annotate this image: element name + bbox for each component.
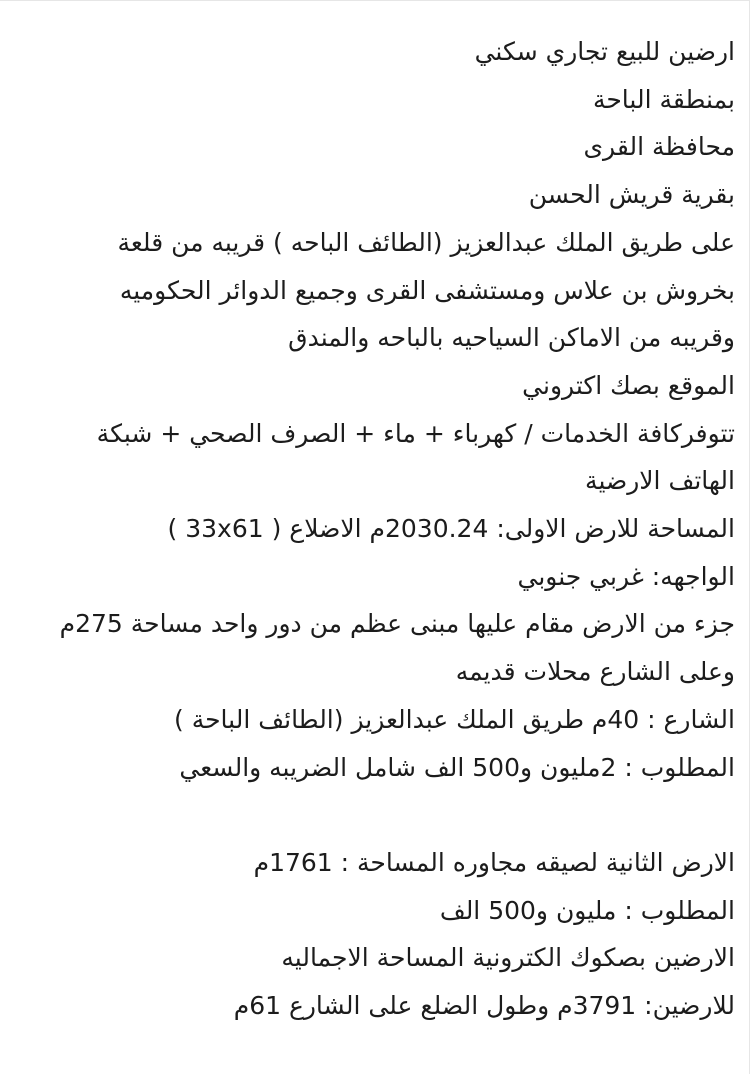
listing-title: ارضين للبيع تجاري سكني (474, 37, 735, 66)
text-line-region: بمنطقة الباحة (592, 84, 735, 114)
text-line-governorate: محافظة القرى (583, 132, 735, 162)
text-line-landmarks: بخروش بن علاس ومستشفى القرى وجميع الدوائر الحكوميه (119, 275, 735, 305)
text-line-total-area: للارضين: 3791م وطول الضلع على الشارع 61م (233, 991, 735, 1021)
text-line-facade: الواجهه: غربي جنوبي (517, 561, 735, 591)
text-line-price-second: المطلوب : مليون و500 الف (439, 895, 735, 925)
text-line-services-cont: الهاتف الارضية (585, 466, 735, 496)
text-line-price-first: المطلوب : 2مليون و500 الف شامل الضريبه والسعي (179, 752, 735, 782)
text-line-building: جزء من الارض مقام عليها مبنى عظم من دور واحد مساحة 275م (59, 609, 735, 639)
text-line-road: على طريق الملك عبدالعزيز (الطائف الباحه ) قريبه من قلعة (117, 227, 735, 257)
text-line-total-deeds: الارضين بصكوك الكترونية المساحة الاجماليه (281, 943, 735, 973)
blank-line (5, 791, 735, 839)
text-line-tourism: وقريبه من الاماكن السياحيه بالباحه والمندق (288, 323, 735, 353)
text-line-street: الشارع : 40م طريق الملك عبدالعزيز (الطائف الباحة ) (174, 704, 735, 734)
text-line-deed: الموقع بصك اكتروني (522, 370, 735, 400)
text-line-first-area: المساحة للارض الاولى: 2030.24م الاضلاع ( 33x61 ) (167, 514, 735, 544)
listing-text (5, 28, 735, 1030)
text-line-services: تتوفركافة الخدمات / كهرباء + ماء + الصرف الصحي + شبكة (96, 418, 735, 448)
text-line-shops: وعلى الشارع محلات قديمه (455, 657, 735, 687)
text-line-second-area: الارض الثانية لصيقه مجاوره المساحة : 1761م (253, 847, 735, 877)
text-line-village: بقرية قريش الحسن (528, 180, 735, 210)
